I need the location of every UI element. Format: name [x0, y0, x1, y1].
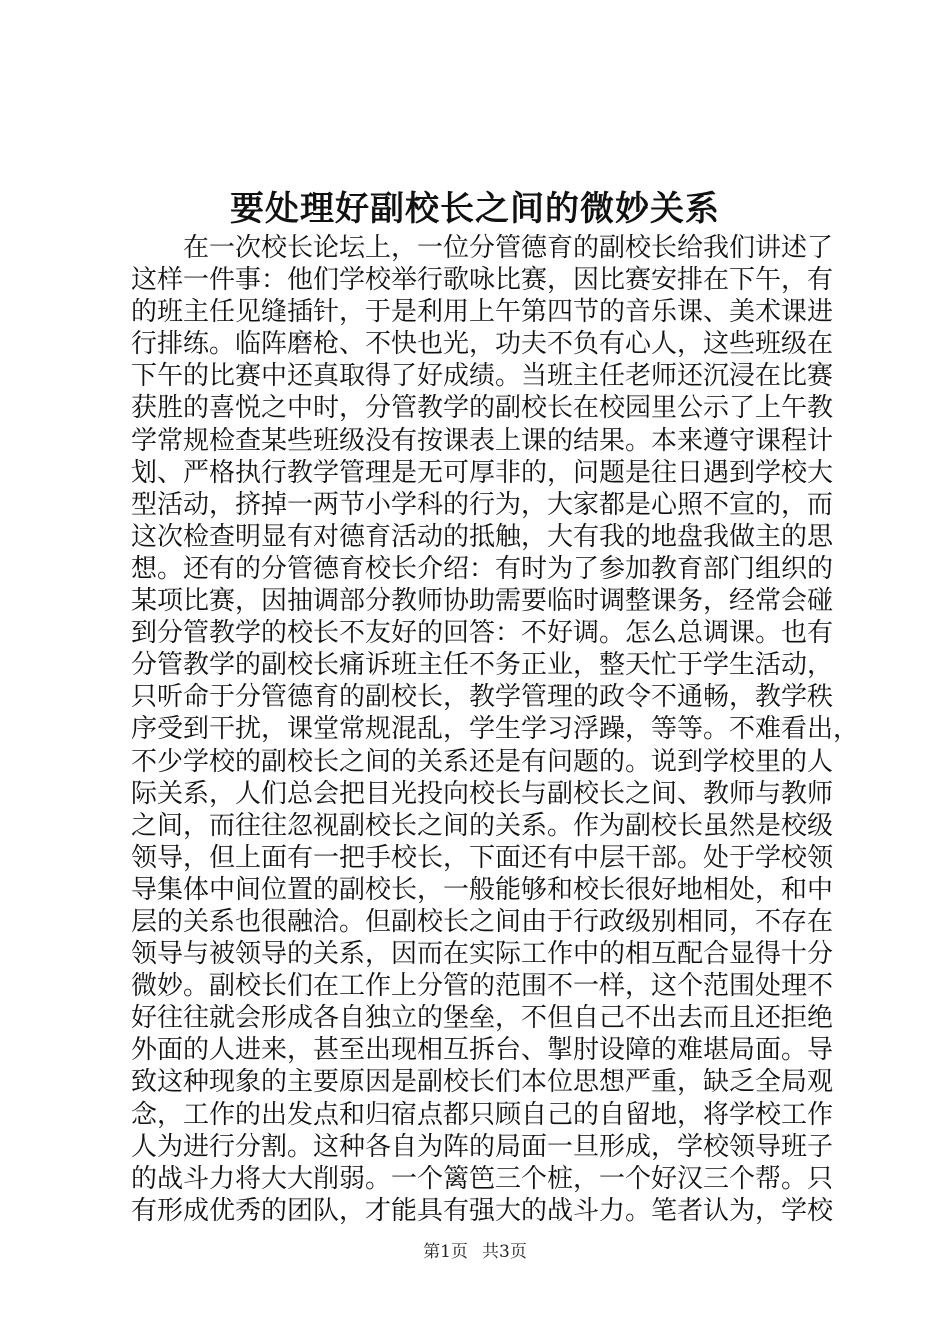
body-line: 际关系，人们总会把目光投向校长与副校长之间、教师与教师	[131, 778, 834, 809]
body-line: 层的关系也很融洽。但副校长之间由于行政级别相同，不存在	[131, 906, 834, 937]
body-line: 这次检查明显有对德育活动的抵触，大有我的地盘我做主的思	[131, 521, 834, 552]
body-line: 划、严格执行教学管理是无可厚非的，问题是往日遇到学校大	[131, 457, 834, 488]
body-line: 在一次校长论坛上，一位分管德育的副校长给我们讲述了	[131, 233, 834, 263]
page-total: 共3页	[482, 1242, 527, 1262]
body-line: 之间，而往往忽视副校长之间的关系。作为副校长虽然是校级	[131, 810, 834, 841]
body-line: 想。还有的分管德育校长介绍：有时为了参加教育部门组织的	[131, 553, 834, 584]
body-line: 领导，但上面有一把手校长，下面还有中层干部。处于学校领	[131, 842, 834, 873]
body-line: 序受到干扰，课堂常规混乱，学生学习浮躁，等等。不难看出，	[131, 714, 860, 745]
body-line: 导集体中间位置的副校长，一般能够和校长很好地相处，和中	[131, 874, 834, 905]
body-line: 型活动，挤掉一两节小学科的行为，大家都是心照不宣的，而	[131, 489, 834, 520]
document-body	[131, 232, 860, 1227]
body-line: 外面的人进来，甚至出现相互拆台、掣肘设障的难堪局面。导	[131, 1035, 834, 1066]
page-number: 第1页	[423, 1242, 468, 1262]
body-line: 的战斗力将大大削弱。一个篱笆三个桩，一个好汉三个帮。只	[131, 1163, 834, 1194]
body-line: 某项比赛，因抽调部分教师协助需要临时调整课务，经常会碰	[131, 586, 834, 617]
body-line: 获胜的喜悦之中时，分管教学的副校长在校园里公示了上午教	[131, 393, 834, 424]
body-line: 学常规检查某些班级没有按课表上课的结果。本来遵守课程计	[131, 425, 834, 456]
body-line: 这样一件事：他们学校举行歌咏比赛，因比赛安排在下午，有	[131, 265, 834, 296]
body-line: 领导与被领导的关系，因而在实际工作中的相互配合显得十分	[131, 939, 834, 970]
document-title: 要处理好副校长之间的微妙关系	[230, 189, 720, 229]
body-line: 分管教学的副校长痛诉班主任不务正业，整天忙于学生活动，	[131, 650, 834, 681]
body-line: 微妙。副校长们在工作上分管的范围不一样，这个范围处理不	[131, 971, 834, 1002]
body-line: 到分管教学的校长不友好的回答：不好调。怎么总调课。也有	[131, 618, 834, 649]
body-line: 致这种现象的主要原因是副校长们本位思想严重，缺乏全局观	[131, 1067, 834, 1098]
body-line: 的班主任见缝插针，于是利用上午第四节的音乐课、美术课进	[131, 297, 834, 328]
body-line: 不少学校的副校长之间的关系还是有问题的。说到学校里的人	[131, 746, 834, 777]
body-line: 行排练。临阵磨枪、不快也光，功夫不负有心人，这些班级在	[131, 329, 834, 360]
page-footer	[0, 1240, 950, 1264]
body-line: 人为进行分割。这种各自为阵的局面一旦形成，学校领导班子	[131, 1131, 834, 1162]
body-line: 只听命于分管德育的副校长，教学管理的政令不通畅，教学秩	[131, 682, 834, 713]
body-line: 好往往就会形成各自独立的堡垒，不但自己不出去而且还拒绝	[131, 1003, 834, 1034]
body-line: 下午的比赛中还真取得了好成绩。当班主任老师还沉浸在比赛	[131, 361, 834, 392]
body-line: 有形成优秀的团队，才能具有强大的战斗力。笔者认为，学校	[131, 1195, 834, 1226]
body-line: 念，工作的出发点和归宿点都只顾自己的自留地，将学校工作	[131, 1099, 834, 1130]
